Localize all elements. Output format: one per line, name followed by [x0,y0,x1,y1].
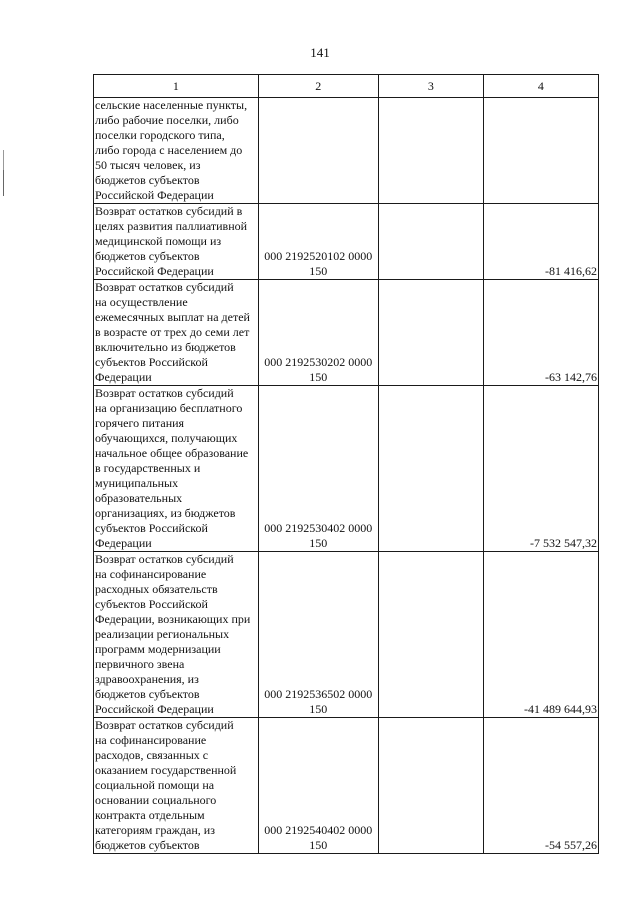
row-name-cell: Возврат остатков субсидий на софинансирование расходных обязательств субъектов Российской Федерации, возникающих при реализации региональных программ модернизации первичного звена здравоохранения, из бюджетов субъектов Российской Федерации [94,552,259,718]
table-row [94,280,599,386]
header-cell-4: 4 [483,75,598,98]
row-name-cell: сельские населенные пункты, либо рабочие поселки, либо поселки городского типа, либо города с населением до 50 тысяч человек, из бюджетов субъектов Российской Федерации [94,98,259,204]
row-code-cell [258,98,378,204]
table-row [94,552,599,718]
row-code-cell: 000 2192536502 0000 150 [258,552,378,718]
row-amount-cell: -7 532 547,32 [483,386,598,552]
table-header-row [94,75,599,98]
row-name-cell: Возврат остатков субсидий на софинансирование расходов, связанных с оказанием государственной социальной помощи на основании социального контракта отдельным категориям граждан, из бюджетов субъектов [94,718,259,854]
page-number: 141 [310,45,330,60]
row-name-cell: Возврат остатков субсидий на осуществление ежемесячных выплат на детей в возрасте от трех до семи лет включительно из бюджетов субъектов Российской Федерации [94,280,259,386]
budget-table [93,74,599,854]
table-row [94,98,599,204]
table-row [94,386,599,552]
row-col3-cell [378,98,483,204]
row-code-cell: 000 2192530202 0000 150 [258,280,378,386]
row-code-cell: 000 2192530402 0000 150 [258,386,378,552]
row-col3-cell [378,280,483,386]
table-row [94,204,599,280]
row-code-cell: 000 2192520102 0000 150 [258,204,378,280]
header-cell-1: 1 [94,75,259,98]
row-code-cell: 000 2192540402 0000 150 [258,718,378,854]
row-amount-cell: -63 142,76 [483,280,598,386]
header-cell-3: 3 [378,75,483,98]
margin-binding-marks [3,150,7,196]
row-amount-cell: -54 557,26 [483,718,598,854]
table-row [94,718,599,854]
row-col3-cell [378,386,483,552]
row-amount-cell [483,98,598,204]
row-col3-cell [378,718,483,854]
row-amount-cell: -81 416,62 [483,204,598,280]
row-col3-cell [378,552,483,718]
header-cell-2: 2 [258,75,378,98]
row-amount-cell: -41 489 644,93 [483,552,598,718]
row-col3-cell [378,204,483,280]
row-name-cell: Возврат остатков субсидий в целях развития паллиативной медицинской помощи из бюджетов субъектов Российской Федерации [94,204,259,280]
row-name-cell: Возврат остатков субсидий на организацию бесплатного горячего питания обучающихся, получающих начальное общее образование в государственных и муниципальных образовательных организациях, из бюджетов субъектов Российской Федерации [94,386,259,552]
